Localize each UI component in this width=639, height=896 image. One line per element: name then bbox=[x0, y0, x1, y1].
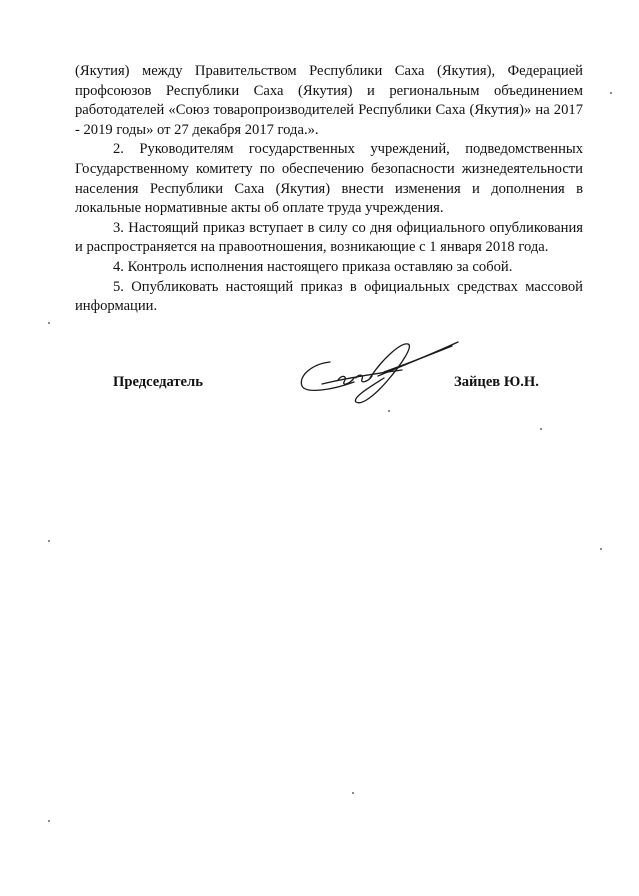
paragraph-4: 4. Контроль исполнения настоящего приказа оставляю за собой. bbox=[113, 258, 513, 275]
document-body bbox=[75, 62, 583, 317]
scan-speck bbox=[540, 428, 542, 430]
paragraph-3: 3. Настоящий приказ вступает в силу со дня официального опубликования и распространяется на правоотношения, возникающие с 1 января 2018 года. bbox=[75, 219, 583, 256]
scan-speck bbox=[48, 540, 50, 542]
scan-speck bbox=[48, 820, 50, 822]
scan-speck bbox=[352, 792, 354, 794]
scan-speck bbox=[600, 548, 602, 550]
paragraph-5: 5. Опубликовать настоящий приказ в официальных средствах массовой информации. bbox=[75, 278, 583, 315]
scan-speck bbox=[388, 410, 390, 412]
signatory-role: Председатель bbox=[113, 374, 203, 390]
paragraph-2: 2. Руководителям государственных учреждений, подведомственных Государственному комитету по обеспечению безопасности жизнедеятельности населения Республики Саха (Якутия) внести изменения и дополнения в локальные нормативные акты об оплате труда учреждения. bbox=[75, 141, 583, 217]
scan-speck bbox=[610, 92, 612, 94]
signatory-name: Зайцев Ю.Н. bbox=[454, 374, 539, 390]
handwritten-signature bbox=[292, 332, 462, 412]
paragraph-1: (Якутия) между Правительством Республики Саха (Якутия), Федерацией профсоюзов Республики Саха (Якутия) и региональным объединением работодателей «Союз товаропроизводителей Республики Саха (Якутия)» на 2017 - 2019 годы» от 27 декабря 2017 года.». bbox=[75, 63, 583, 138]
scan-speck bbox=[48, 322, 50, 324]
